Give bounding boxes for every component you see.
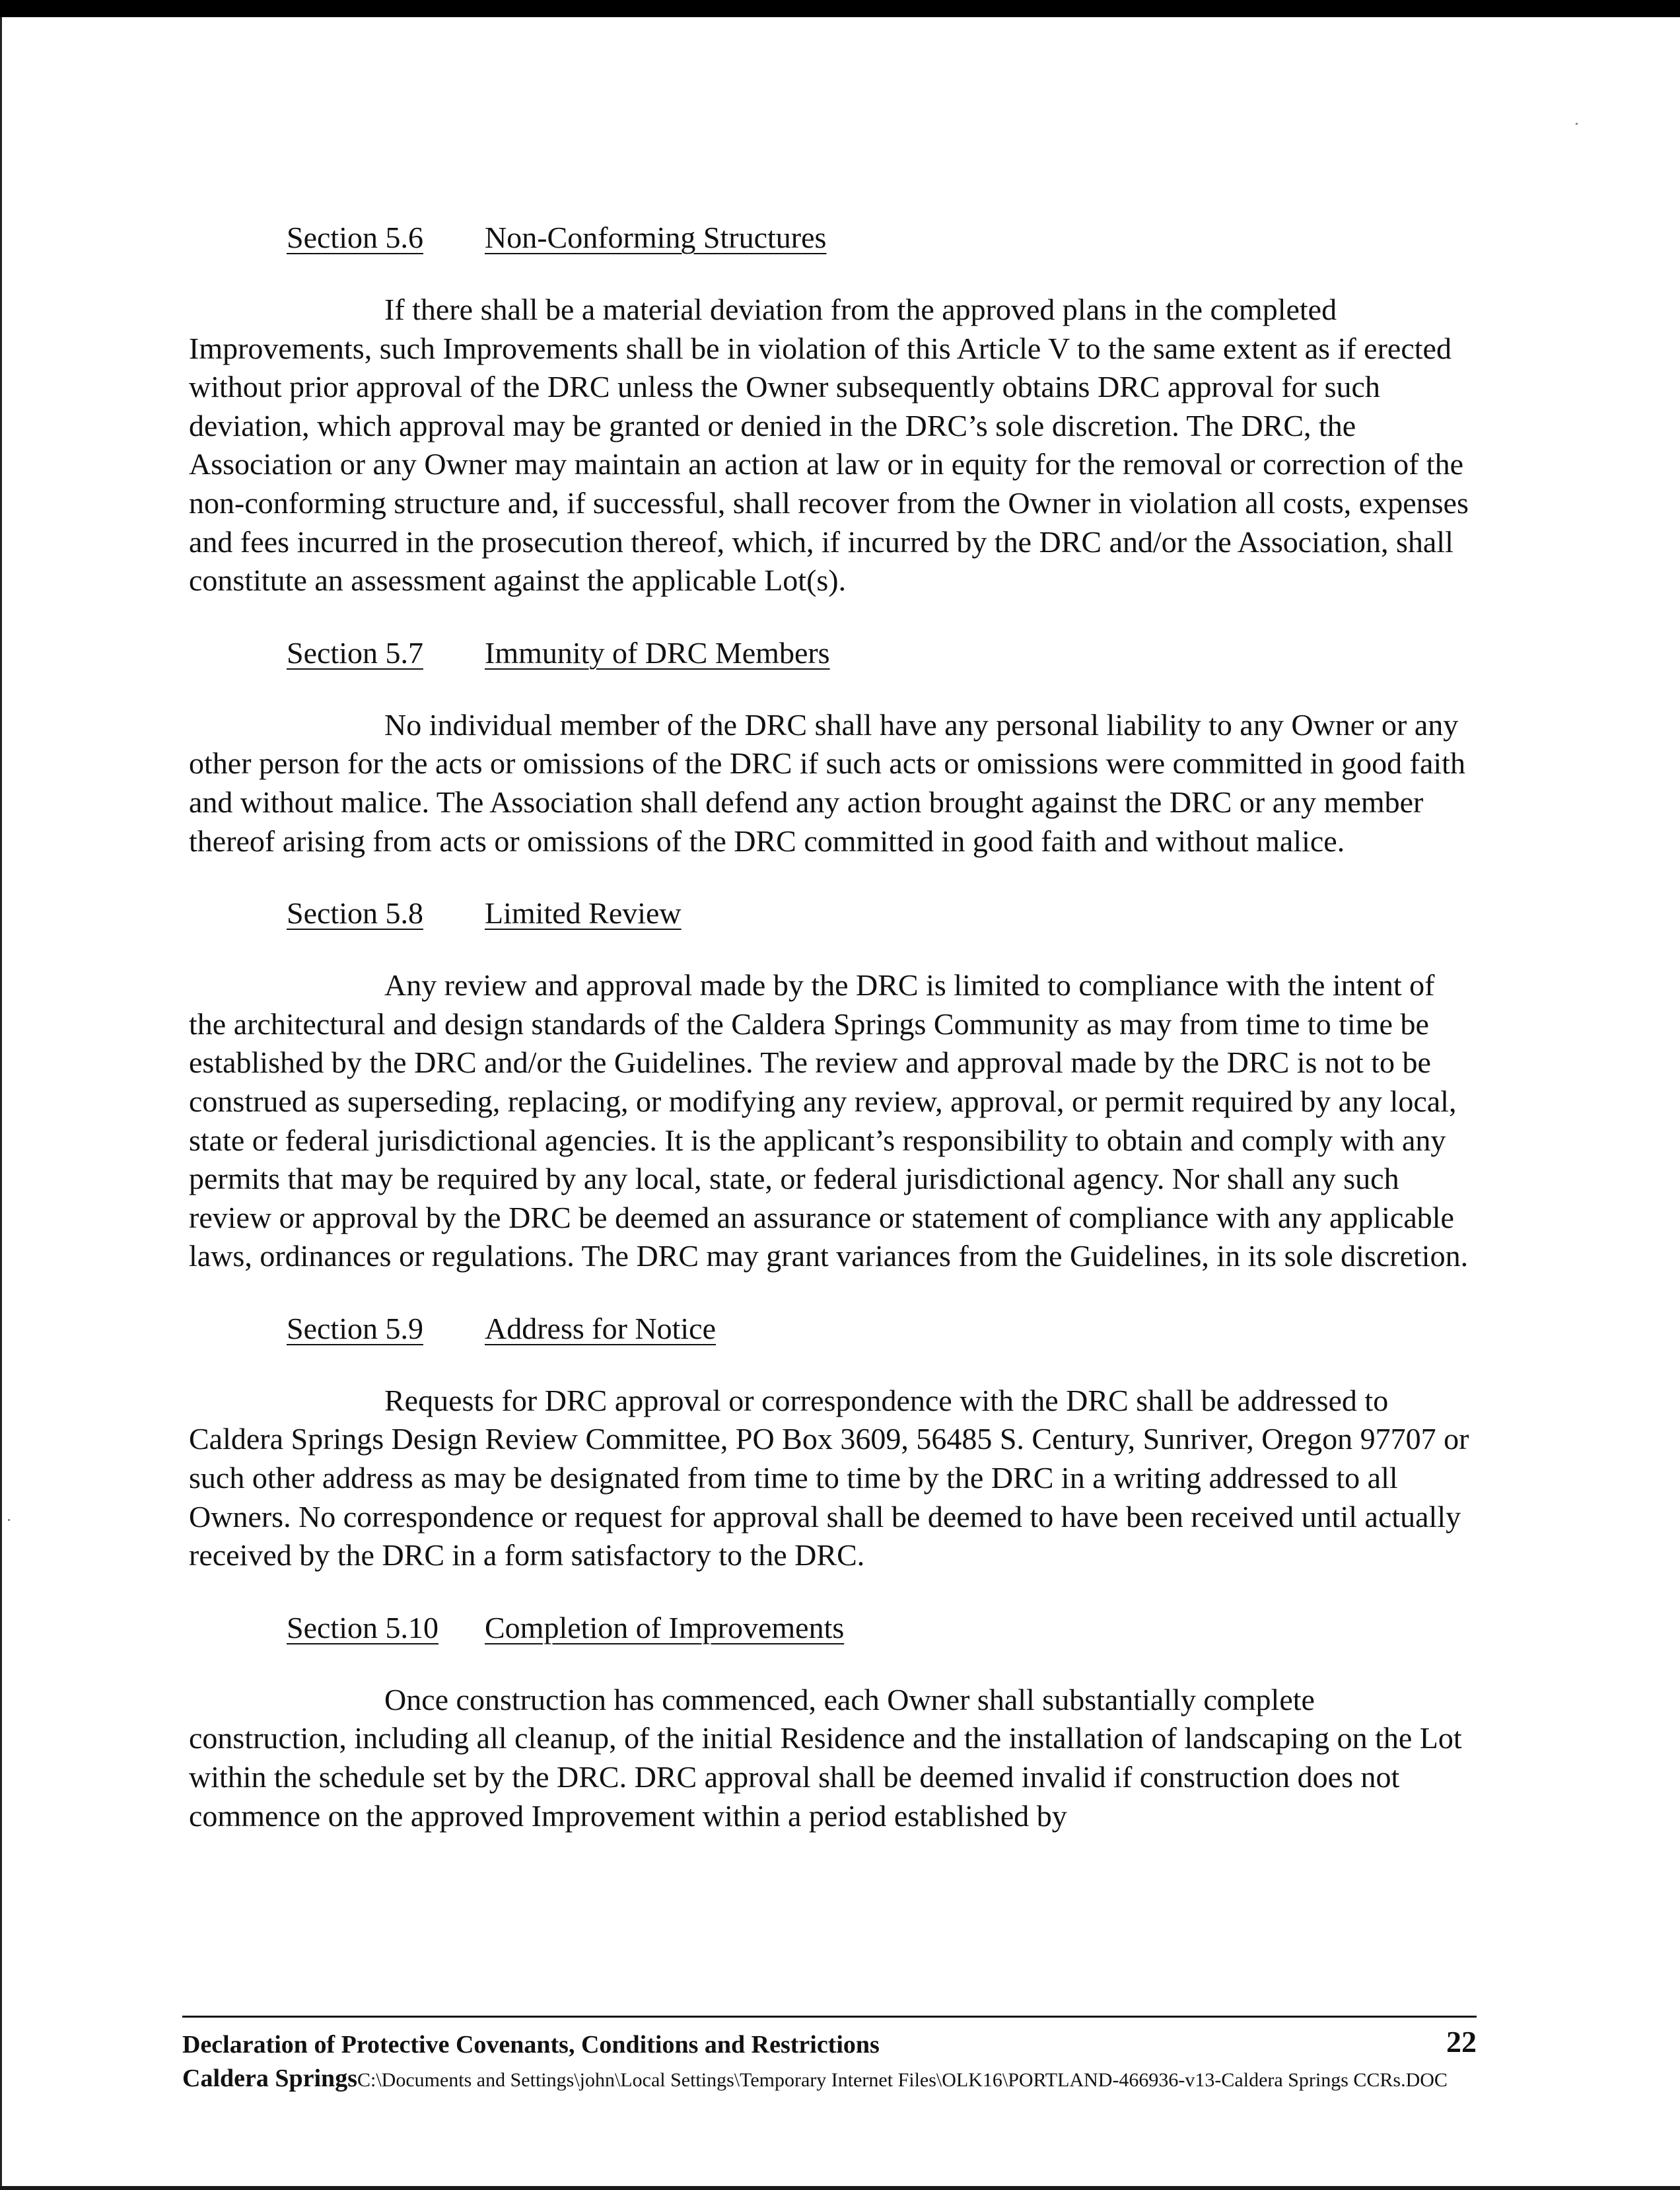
scan-bottom-border	[0, 2186, 1680, 2190]
scan-speck	[8, 1519, 10, 1521]
section-heading-5-9	[189, 1309, 1477, 1349]
document-page	[189, 198, 1477, 1868]
section-heading-5-8	[189, 894, 1477, 933]
section-title: Completion of Improvements	[485, 1610, 845, 1644]
section-number: Section 5.8	[287, 896, 423, 931]
footer-document-title: Declaration of Protective Covenants, Conditions and Restrictions	[182, 2031, 880, 2059]
footer-title-row	[182, 2025, 1477, 2060]
page-number: 22	[1446, 2025, 1477, 2059]
section-title: Limited Review	[485, 896, 682, 931]
section-body-5-8: Any review and approval made by the DRC is limited to compliance with the intent of the architectural and design standards of the Caldera Springs Community as may from time to time be established by the DRC and/or the Guidelines. The review and approval made by the DRC is not to be construed as superseding, replacing, or modifying any review, approval, or permit required by any local, state or federal jurisdictional agencies. It is the applicant’s responsibility to obtain and comply with any permits that may be required by any local, state, or federal jurisdictional agency. Nor shall any such review or approval by the DRC be deemed an assurance or statement of compliance with any applicable laws, ordinances or regulations. The DRC may grant variances from the Guidelines, in its sole discretion.	[189, 968, 1469, 1273]
footer-file-path: C:\Documents and Settings\john\Local Settings\Temporary Internet Files\OLK16\PORTLAND-466936-v13-Caldera Springs CCRs.DOC	[357, 2069, 1448, 2091]
scan-speck	[1576, 123, 1578, 125]
section-heading-5-10	[189, 1608, 1477, 1648]
page-footer	[182, 2016, 1477, 2095]
section-body-5-7: No individual member of the DRC shall have any personal liability to any Owner or any other person for the acts or omissions of the DRC if such acts or omissions were committed in good faith and without malice. The Association shall defend any action brought against the DRC or any member thereof arising from acts or omissions of the DRC committed in good faith and without malice.	[189, 707, 1465, 858]
section-body-5-10: Once construction has commenced, each Owner shall substantially complete construction, including all cleanup, of the initial Residence and the installation of landscaping on the Lot within the schedule set by the DRC. DRC approval shall be deemed invalid if construction does not commence on the approved Improvement within a period established by	[189, 1682, 1462, 1833]
scan-left-border	[0, 17, 2, 2190]
section-title: Immunity of DRC Members	[485, 635, 830, 670]
section-number: Section 5.10	[287, 1610, 438, 1644]
scan-top-border	[0, 0, 1680, 17]
footer-file-path-row	[182, 2064, 1477, 2095]
section-heading-5-6	[189, 218, 1477, 258]
footer-project-name: Caldera Springs	[182, 2065, 357, 2092]
section-title: Non-Conforming Structures	[485, 221, 827, 254]
section-number: Section 5.6	[287, 221, 423, 254]
section-number: Section 5.9	[287, 1311, 423, 1345]
section-number: Section 5.7	[287, 635, 423, 670]
section-body-5-9: Requests for DRC approval or correspondence with the DRC shall be addressed to Caldera Springs Design Review Committee, PO Box 3609, 56485 S. Century, Sunriver, Oregon 97707 or such other address as may be designated from time to time by the DRC in a writing addressed to all Owners. No correspondence or request for approval shall be deemed to have been received until actually received by the DRC in a form satisfactory to the DRC.	[189, 1383, 1469, 1572]
section-heading-5-7	[189, 633, 1477, 673]
section-body-5-6: If there shall be a material deviation from the approved plans in the completed Improvements, such Improvements shall be in violation of this Article V to the same extent as if erected without prior approval of the DRC unless the Owner subsequently obtains DRC approval for such deviation, which approval may be granted or denied in the DRC’s sole discretion. The DRC, the Association or any Owner may maintain an action at law or in equity for the removal or correction of the non-conforming structure and, if successful, shall recover from the Owner in violation all costs, expenses and fees incurred in the prosecution thereof, which, if incurred by the DRC and/or the Association, shall constitute an assessment against the applicable Lot(s).	[189, 293, 1469, 598]
section-title: Address for Notice	[485, 1311, 717, 1345]
